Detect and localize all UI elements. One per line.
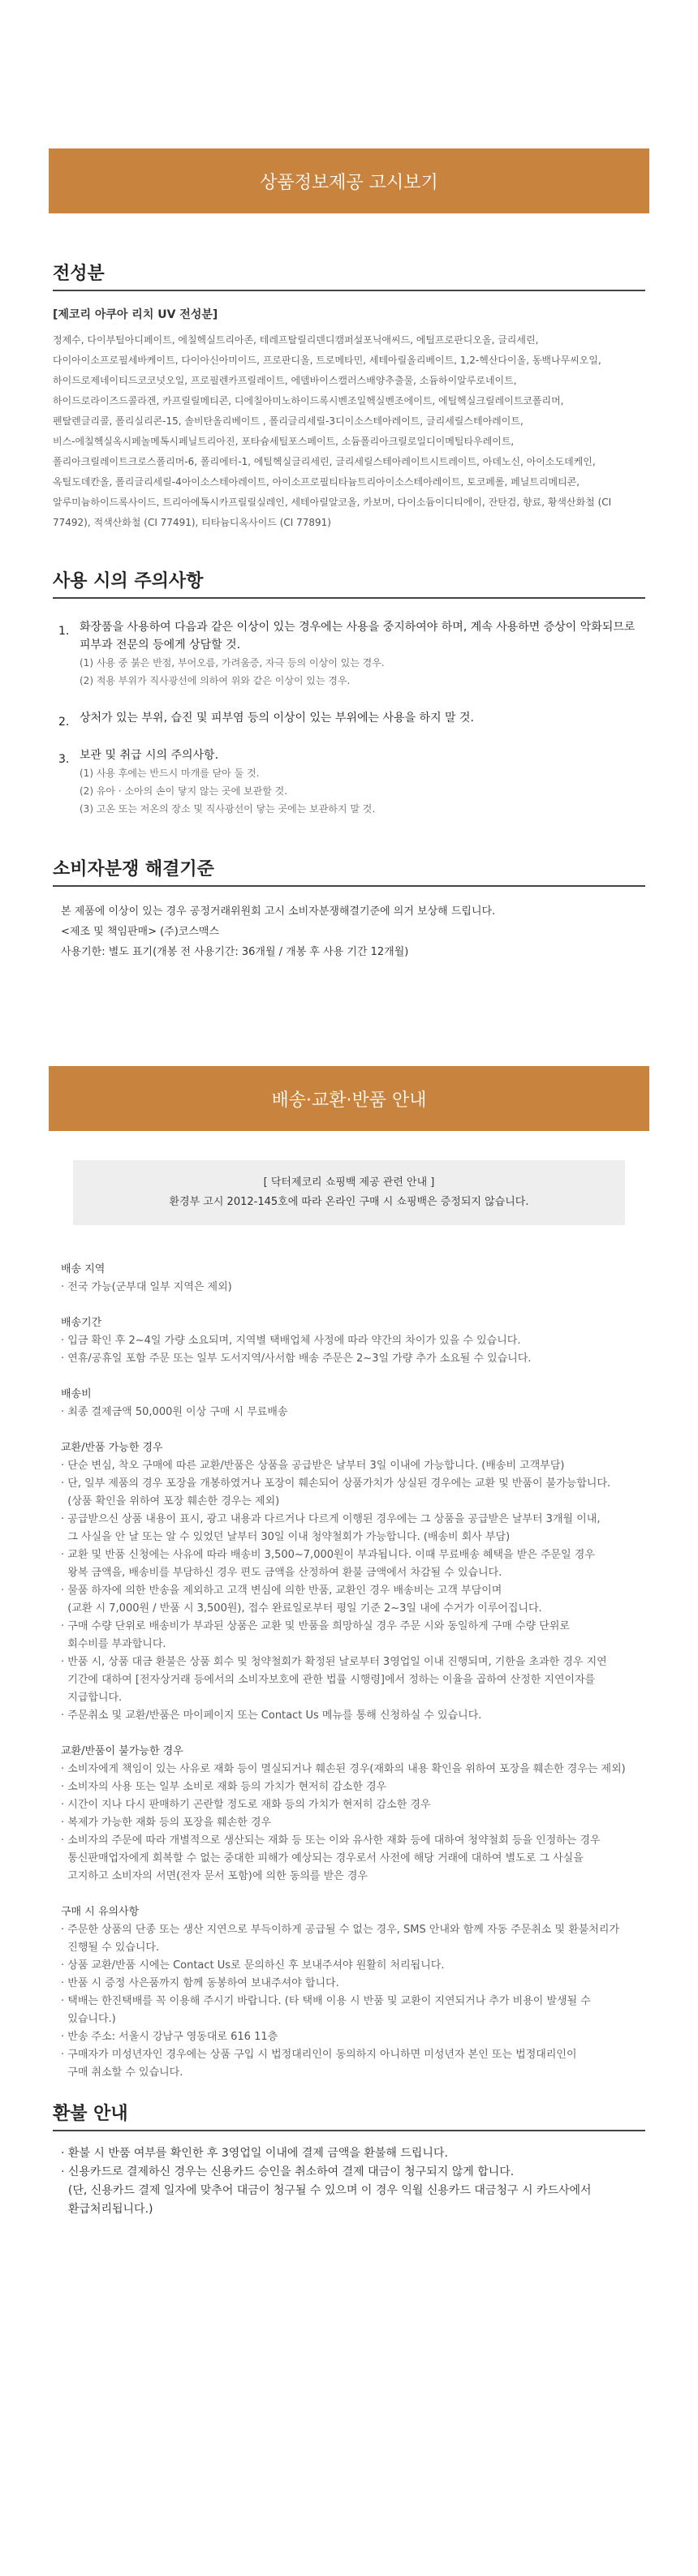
caution-text: 보관 및 취급 시의 주의사항. (80, 749, 219, 762)
shipping-info (61, 1261, 637, 2082)
shipping-line: · 전국 가능(군부대 일부 지역은 제외) (61, 1281, 232, 1293)
shipping-group (61, 1439, 637, 1725)
shipping-line: 왕복 금액을, 배송비를 부담하신 경우 편도 금액을 산정하여 환불 금액에서 차감될 수 있습니다. (61, 1567, 502, 1579)
caution-number: 3. (58, 753, 70, 766)
shipping-line: 진행될 수 있습니다. (61, 1942, 160, 1954)
shipping-line: 그 사실을 안 날 또는 알 수 있었던 날부터 30일 이내 청약철회가 가능합니다. (배송비 회사 부담) (61, 1531, 511, 1543)
caution-subtext: (1) 사용 중 붉은 반점, 부어오름, 가려움증, 자극 등의 이상이 있는 경우. (80, 657, 385, 669)
shopping-bag-notice (73, 1160, 625, 1225)
notice-text: 환경부 고시 2012-145호에 따라 온라인 구매 시 쇼핑백은 증정되지 않습니다. (169, 1196, 529, 1208)
caution-title: 사용 시의 주의사항 (53, 567, 645, 599)
refund-line: 환급처리됩니다.) (61, 2203, 153, 2216)
ingredients-line: 알루미늄하이드록사이드, 트리아에톡시카프릴릴실레인, 세테아릴알코올, 카보머, 다이소듐이디티에이, 잔탄검, 향료, 황색산화철 (CI (53, 497, 612, 508)
shipping-line: · 시간이 지나 다시 판매하기 곤란할 정도로 재화 등의 가치가 현저히 감소한 경우 (61, 1799, 431, 1811)
shipping-line: 있습니다.) (61, 2013, 116, 2025)
caution-text: 상처가 있는 부위, 습진 및 피부염 등의 이상이 있는 부위에는 사용을 하지 말 것. (80, 712, 474, 725)
shipping-line: · 최종 결제금액 50,000원 이상 구매 시 무료배송 (61, 1406, 288, 1418)
shipping-group (61, 1903, 637, 2082)
caution-number: 2. (58, 716, 70, 729)
dispute-line: 본 제품에 이상이 있는 경우 공정거래위원회 고시 소비자분쟁해결기준에 의거 보상해 드립니다. (61, 905, 496, 918)
shipping-line: · 입금 확인 후 2~4일 가량 소요되며, 지역별 택배업체 사정에 따라 약간의 차이가 있을 수 있습니다. (61, 1335, 521, 1347)
shipping-group (61, 1261, 637, 1297)
shipping-group (61, 1386, 637, 1421)
shipping-group-title: 배송비 (61, 1388, 92, 1400)
ingredients-product: [제코리 아쿠아 리치 UV 전성분] (53, 308, 218, 321)
dispute-text (61, 901, 645, 962)
dispute-line: 사용기한: 별도 표기(개봉 전 사용기간: 36개월 / 개봉 후 사용 기간 12개월) (61, 946, 409, 958)
caution-item (58, 618, 645, 690)
caution-text: 화장품을 사용하여 다음과 같은 이상이 있는 경우에는 사용을 중지하여야 하며, 계속 사용하면 증상이 악화되므로 피부과 전문의 등에게 상담할 것. (80, 621, 636, 652)
refund-text (61, 2144, 637, 2219)
shipping-line: · 구매 수량 단위로 배송비가 부과된 상품은 교환 및 반품을 희망하실 경우 주문 시와 동일하게 구매 수량 단위로 (61, 1620, 570, 1632)
caution-subtext: (2) 적용 부위가 직사광선에 의하여 위와 같은 이상이 있는 경우. (80, 675, 351, 686)
caution-subtext: (2) 유아 · 소아의 손이 닿지 않는 곳에 보관할 것. (80, 785, 288, 797)
shipping-group (61, 1314, 637, 1368)
shipping-line: · 반품 시 증정 사은품까지 함께 동봉하여 보내주셔야 합니다. (61, 1977, 339, 1989)
page (0, 148, 698, 2219)
ingredients-line: 하이드로라이즈드콜라겐, 카프릴릴메티콘, 디에칠아미노하이드록시벤조일헥실벤조에이트, 에틸헥실크릴레이트코폴리머, (53, 395, 564, 406)
shipping-line: 기간에 대하여 [전자상거래 등에서의 소비자보호에 관한 법률 시행령]에서 정하는 이율을 곱하여 산정한 지연이자를 (61, 1674, 596, 1686)
shipping-line: · 단순 변심, 착오 구매에 따른 교환/반품은 상품을 공급받은 날부터 3일 이내에 가능합니다. (배송비 고객부담) (61, 1460, 565, 1472)
caution-item (58, 746, 645, 818)
shipping-group-title: 교환/반품이 불가능한 경우 (61, 1745, 183, 1757)
ingredients-line: 정제수, 다이부틸아디페이트, 에칠헥실트리아존, 테레프탈릴리덴디캠퍼설포닉애씨드, 에틸프로판디오올, 글리세린, (53, 334, 539, 346)
ingredients-title: 전성분 (53, 260, 645, 291)
caution-subtext: (1) 사용 후에는 반드시 마개를 닫아 둘 것. (80, 768, 260, 779)
shipping-line: 지급합니다. (61, 1692, 123, 1704)
shipping-line: · 상품 교환/반품 시에는 Contact Us로 문의하신 후 보내주셔야 원활히 처리됩니다. (61, 1959, 445, 1972)
ingredients-line: 하이드로제네이티드코코넛오일, 프로필렌카프릴레이트, 에델바이스캘러스배양추출물, 소듐하이알루로네이트, (53, 375, 517, 386)
ingredients-line: 폴리아크릴레이트크로스폴리머-6, 폴리에터-1, 에틸헥실글리세린, 글리세릴스테아레이트시트레이트, 아데노신, 아이소도데케인, (53, 456, 596, 467)
notice-title: [ 닥터제코리 쇼핑백 제공 관련 안내 ] (263, 1176, 435, 1189)
shipping-group-title: 교환/반품 가능한 경우 (61, 1442, 163, 1454)
refund-line: (단, 신용카드 결제 일자에 맞추어 대금이 청구될 수 있으며 이 경우 익월 신용카드 대금청구 시 카드사에서 (61, 2184, 592, 2197)
shipping-group-title: 배송 지역 (61, 1263, 106, 1275)
shipping-line: · 반품 시, 상품 대금 환불은 상품 회수 및 청약철회가 확정된 날로부터 3영업일 이내 진행되며, 기한을 초과한 경우 지연 (61, 1656, 607, 1668)
shipping-line: · 복제가 가능한 재화 등의 포장을 훼손한 경우 (61, 1817, 272, 1829)
refund-line: · 신용카드로 결제하신 경우는 신용카드 승인을 취소하여 결제 대금이 청구되지 않게 합니다. (61, 2165, 515, 2178)
shipping-line: · 소비자의 사용 또는 일부 소비로 재화 등의 가치가 현저히 감소한 경우 (61, 1781, 387, 1793)
shipping-line: · 반송 주소: 서울시 강남구 영동대로 616 11층 (61, 2031, 278, 2043)
shipping-group (61, 1743, 637, 1886)
ingredients-text (53, 330, 645, 533)
ingredients-line: 펜탈렌글리콜, 폴리실리콘-15, 솔비탄올리베이트 , 폴리글리세릴-3디이소스테아레이트, 글리세릴스테아레이트, (53, 415, 524, 427)
ingredients-line: 비스-에칠헥실옥시페놀메톡시페닐트리아진, 포타슘세틸포스페이트, 소듐폴리아크릴로일디이메틸타우레이트, (53, 436, 515, 447)
shipping-line: (상품 확인을 위하여 포장 훼손한 경우는 제외) (61, 1495, 280, 1507)
dispute-title: 소비자분쟁 해결기준 (53, 855, 645, 887)
shipping-line: · 주문한 상품의 단종 또는 생산 지연으로 부득이하게 공급될 수 없는 경우, SMS 안내와 함께 자동 주문취소 및 환불처리가 (61, 1924, 620, 1936)
shipping-line: · 공급받으신 상품 내용이 표시, 광고 내용과 다르거나 다르게 이행된 경우에는 그 상품을 공급받은 날부터 3개월 이내, (61, 1513, 601, 1525)
ingredients-line: 옥틸도데칸올, 폴리글리세릴-4아이소스테아레이트, 아이소프로필티타늄트리아이소스테아레이트, 토코페롤, 페닐트리메티콘, (53, 476, 580, 488)
ingredients-line: 다이아이소프로필세바케이트, 다이아신아미이드, 프로판디올, 트로메타민, 세테아릴올리베이트, 1,2-헥산다이올, 동백나무씨오일, (53, 355, 601, 366)
shipping-line: · 택배는 한진택배를 꼭 이용해 주시기 바랍니다. (타 택배 이용 시 반품 및 교환이 지연되거나 추가 비용이 발생될 수 (61, 1995, 591, 2007)
shipping-line: · 단, 일부 제품의 경우 포장을 개봉하였거나 포장이 훼손되어 상품가치가 상실된 경우에는 교환 및 반품이 불가능합니다. (61, 1477, 611, 1490)
shipping-line: 고지하고 소비자의 서면(전자 문서 포함)에 의한 동의를 받은 경우 (61, 1870, 368, 1882)
product-info-banner[interactable]: 상품정보제공 고시보기 (49, 148, 649, 213)
caution-number: 1. (58, 625, 70, 638)
shipping-line: · 교환 및 반품 신청에는 사유에 따라 배송비 3,500~7,000원이 부과됩니다. 이때 무료배송 혜택을 받은 주문일 경우 (61, 1549, 595, 1561)
shipping-line: 통신판매업자에게 회복할 수 없는 중대한 피해가 예상되는 경우로서 사전에 해당 거래에 대하여 별도로 그 사실을 (61, 1852, 584, 1864)
shipping-line: · 구매자가 미성년자인 경우에는 상품 구입 시 법정대리인이 동의하지 아니하면 미성년자 본인 또는 법정대리인이 (61, 2049, 577, 2061)
caution-item (58, 709, 645, 727)
refund-title: 환불 안내 (53, 2100, 645, 2131)
shipping-banner: 배송·교환·반품 안내 (49, 1066, 649, 1131)
shipping-line: · 주문취소 및 교환/반품은 마이페이지 또는 Contact Us 메뉴를 통해 신청하실 수 있습니다. (61, 1709, 482, 1722)
shipping-line: · 소비자의 주문에 따라 개별적으로 생산되는 재화 등 또는 이와 유사한 재화 등에 대하여 청약철회 등을 인정하는 경우 (61, 1834, 601, 1847)
shipping-line: (교환 시 7,000원 / 반품 시 3,500원), 접수 완료일로부터 평일 기준 2~3일 내에 수거가 이루어집니다. (61, 1602, 542, 1615)
caution-subtext: (3) 고온 또는 저온의 장소 및 직사광선이 닿는 곳에는 보관하지 말 것. (80, 803, 376, 815)
shipping-group-title: 배송기간 (61, 1317, 102, 1329)
shipping-line: 회수비를 부과합니다. (61, 1638, 166, 1650)
shipping-group-title: 구매 시 유의사항 (61, 1906, 140, 1918)
ingredients-line: 77492), 적색산화철 (CI 77491), 티타늄디옥사이드 (CI 77891) (53, 517, 331, 528)
refund-line: · 환불 시 반품 여부를 확인한 후 3영업일 이내에 결제 금액을 환불해 드립니다. (61, 2147, 448, 2160)
shipping-line: · 연휴/공휴일 포함 주문 또는 일부 도서지역/사서함 배송 주문은 2~3일 가량 추가 소요될 수 있습니다. (61, 1353, 532, 1365)
shipping-line: · 소비자에게 책임이 있는 사유로 재화 등이 멸실되거나 훼손된 경우(재화의 내용 확인을 위하여 포장을 훼손한 경우는 제외) (61, 1763, 626, 1775)
shipping-line: 구매 취소할 수 있습니다. (61, 2066, 183, 2079)
shipping-line: · 물품 하자에 의한 반송을 제외하고 고객 변심에 의한 반품, 교환인 경우 배송비는 고객 부담이며 (61, 1585, 502, 1597)
dispute-line: <제조 및 책임판매> (주)코스맥스 (61, 926, 220, 938)
caution-list (58, 618, 645, 818)
